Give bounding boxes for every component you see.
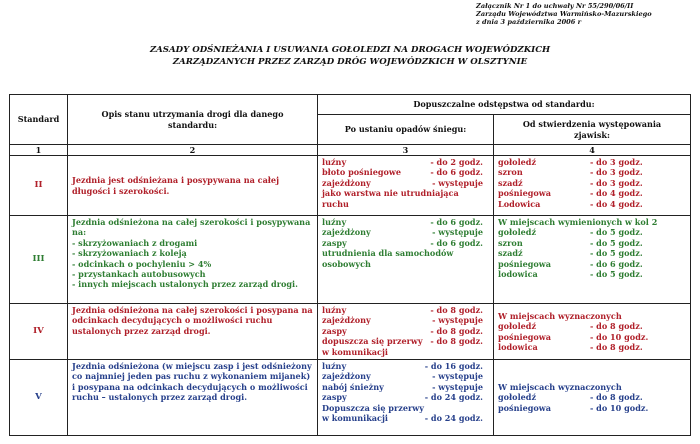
time-limit: - do 8 godz. <box>590 392 643 403</box>
deviation-line <box>498 188 686 198</box>
time-limit: - do 6 godz. <box>430 217 483 227</box>
phenomena-deviation-cell <box>494 360 691 436</box>
condition-label: dopuszcza się przerwy w komunikacji <box>322 336 423 357</box>
opis-line: Jezdnia odśnieżona na całej szerokości i posypana na odcinkach decydujących o możliwości ruchu ustalonych przez zarząd drogi. <box>72 305 313 336</box>
deviation-line <box>498 248 686 258</box>
title-line: ZASADY ODŚNIEŻANIA I USUWANIA GOŁOLEDZI NA DROGACH WOJEWÓDZKICH <box>149 45 551 55</box>
time-limit: - do 4 godz. <box>590 198 643 209</box>
document-title <box>0 44 700 68</box>
phenomenon-label: pośniegowa <box>498 331 551 342</box>
phenomenon-label: pośniegowa <box>498 188 551 199</box>
table-row <box>10 216 691 304</box>
phenomenon-label: lodowica <box>498 269 538 280</box>
deviation-line <box>322 248 489 269</box>
opis-cell <box>68 304 318 360</box>
table-row <box>10 156 691 216</box>
phenomenon-label: szron <box>498 237 523 248</box>
deviation-line <box>322 305 489 315</box>
deviation-line <box>498 227 686 237</box>
deviation-line <box>322 413 489 423</box>
snow-deviation-cell <box>318 360 494 436</box>
phenomenon-label: szadź <box>498 248 523 259</box>
time-limit: - do 8 godz. <box>430 336 483 347</box>
col-number: 2 <box>68 145 318 156</box>
time-limit <box>483 188 489 209</box>
opis-line: - innych miejscach ustalonych przez zarząd drogi. <box>72 279 298 290</box>
time-limit: - do 5 godz. <box>590 269 643 280</box>
deviation-line <box>498 321 686 331</box>
deviation-line <box>498 259 686 269</box>
deviation-line <box>498 392 686 402</box>
condition-label: zajeżdżony <box>322 177 371 188</box>
standard-cell: V <box>10 360 68 436</box>
header-standard: Standard <box>10 95 68 145</box>
time-limit: - występuje <box>432 381 483 392</box>
opis-line: - przystankach autobusowych <box>72 269 206 280</box>
condition-label: zaspy <box>322 237 347 248</box>
deviation-line <box>322 217 489 227</box>
opis-cell <box>68 156 318 216</box>
deviation-line <box>498 167 686 177</box>
deviation-line <box>322 336 489 357</box>
phenomena-deviation-cell <box>494 304 691 360</box>
table-row <box>10 360 691 436</box>
phenomenon-label: gołoledź <box>498 321 537 332</box>
opis-line: Jezdnia odśnieżona (w miejscu zasp i jest odśnieżony co najmniej jeden pas ruchu z wykonaniem mijanek) <box>72 361 312 382</box>
phenomena-deviation-cell <box>494 216 691 304</box>
opis-cell <box>68 360 318 436</box>
deviation-line <box>498 157 686 167</box>
time-limit: - występuje <box>432 315 483 326</box>
deviation-line <box>498 269 686 279</box>
phenomenon-label: pośniegowa <box>498 402 551 413</box>
time-limit: - występuje <box>432 177 483 188</box>
time-limit: - do 3 godz. <box>590 157 643 167</box>
time-limit: - do 6 godz. <box>430 237 483 248</box>
deviation-line <box>322 403 489 413</box>
attachment-note <box>476 2 686 26</box>
attachment-line: z dnia 3 października 2006 r <box>476 18 582 26</box>
deviation-line <box>322 167 489 177</box>
deviation-line <box>498 332 686 342</box>
condition-label: luźny <box>322 361 347 371</box>
time-limit: - do 3 godz. <box>590 167 643 178</box>
phenomena-deviation-cell <box>494 156 691 216</box>
phenomenon-label: gołoledź <box>498 392 537 403</box>
deviation-line <box>322 392 489 402</box>
location-note: W miejscach wymienionych w kol 2 <box>498 217 658 227</box>
condition-label: jako warstwa nie utrudniająca ruchu <box>322 188 459 209</box>
deviation-line <box>322 326 489 336</box>
phenomenon-label: Lodowica <box>498 198 541 209</box>
attachment-line: Załącznik Nr 1 do uchwały Nr 55/290/06/II <box>476 2 634 10</box>
opis-line: - skrzyżowaniach z drogami <box>72 237 198 248</box>
condition-label: błoto pośniegowe <box>322 167 402 178</box>
snow-deviation-cell <box>318 304 494 360</box>
time-limit <box>483 248 489 269</box>
time-limit: - do 8 godz. <box>590 341 643 352</box>
deviation-line <box>498 342 686 352</box>
header-odstepstwa: Dopuszczalne odstępstwa od standardu: <box>318 95 691 115</box>
condition-label: utrudnienia dla samochodów osobowych <box>322 248 454 269</box>
time-limit: - do 4 godz. <box>590 188 643 199</box>
time-limit: - występuje <box>432 227 483 238</box>
condition-label: luźny <box>322 157 347 167</box>
deviation-line <box>322 227 489 237</box>
location-note: W miejscach wyznaczonych <box>498 310 622 321</box>
opis-line: Jezdnia jest odśnieżana i posypywana na całej długości i szerokości. <box>72 175 279 196</box>
phenomenon-label: szadź <box>498 177 523 188</box>
condition-label: zajeżdżony <box>322 315 371 326</box>
condition-label: zaspy <box>322 325 347 336</box>
condition-label: Dopuszcza się przerwy <box>322 402 424 413</box>
phenomenon-label: szron <box>498 167 523 178</box>
phenomenon-label: gołoledź <box>498 227 537 238</box>
deviation-line <box>498 178 686 188</box>
condition-label: w komunikacji <box>322 413 388 424</box>
col-number: 3 <box>318 145 494 156</box>
standards-table <box>9 94 691 436</box>
time-limit: - do 8 godz. <box>430 325 483 336</box>
opis-line: i posypana na odcinkach decydujących o możliwości ruchu – ustalonych przez zarząd drogi. <box>72 381 308 403</box>
time-limit: - do 24 godz. <box>424 392 483 403</box>
header-od-stwierdzenia: Od stwierdzenia występowania zjawisk: <box>494 115 691 145</box>
table-body <box>10 156 691 436</box>
phenomenon-label: lodowica <box>498 341 538 352</box>
time-limit <box>424 403 489 413</box>
opis-line: Jezdnia odśnieżona na całej szerokości i posypywana na: <box>72 217 311 238</box>
header-opis: Opis stanu utrzymania drogi dla danego standardu: <box>68 95 318 145</box>
condition-label: luźny <box>322 217 347 227</box>
time-limit: - do 5 godz. <box>590 248 643 259</box>
time-limit: - do 8 godz. <box>430 305 483 315</box>
time-limit: - do 10 godz. <box>590 331 649 342</box>
deviation-line <box>322 315 489 325</box>
location-note: W miejscach wyznaczonych <box>498 381 622 392</box>
time-limit: - do 2 godz. <box>430 157 483 167</box>
time-limit: - do 10 godz. <box>590 402 649 413</box>
deviation-line <box>322 178 489 188</box>
snow-deviation-cell <box>318 156 494 216</box>
title-line: ZARZĄDZANYCH PRZEZ ZARZĄD DRÓG WOJEWÓDZKICH W OLSZTYNIE <box>172 57 528 67</box>
deviation-line <box>322 361 489 371</box>
condition-label: zajeżdżony <box>322 227 371 238</box>
table-row <box>10 304 691 360</box>
deviation-line <box>498 403 686 413</box>
time-limit: - do 6 godz. <box>590 258 643 269</box>
time-limit: - występuje <box>432 371 483 382</box>
opis-cell <box>68 216 318 304</box>
deviation-line <box>322 157 489 167</box>
time-limit: - do 5 godz. <box>590 227 643 238</box>
col-number: 4 <box>494 145 691 156</box>
time-limit: - do 3 godz. <box>590 177 643 188</box>
time-limit: - do 8 godz. <box>590 321 643 332</box>
deviation-line <box>322 382 489 392</box>
condition-label: zajeżdżony <box>322 371 371 382</box>
opis-line: - odcinkach o pochyleniu > 4% <box>72 258 212 269</box>
time-limit: - do 6 godz. <box>430 167 483 178</box>
condition-label: luźny <box>322 305 347 315</box>
time-limit: - do 16 godz. <box>424 361 483 371</box>
col-number: 1 <box>10 145 68 156</box>
condition-label: nabój śnieżny <box>322 381 384 392</box>
condition-label: zaspy <box>322 392 347 403</box>
header-po-ustaniu: Po ustaniu opadów śniegu: <box>318 115 494 145</box>
attachment-line: Zarządu Województwa Warmińsko-Mazurskiego <box>476 10 652 18</box>
deviation-line <box>322 238 489 248</box>
deviation-line <box>498 199 686 209</box>
time-limit: - do 24 godz. <box>424 413 483 424</box>
phenomenon-label: gołoledź <box>498 157 537 167</box>
phenomenon-label: pośniegowa <box>498 258 551 269</box>
deviation-line <box>498 238 686 248</box>
standard-cell: III <box>10 216 68 304</box>
standard-cell: II <box>10 156 68 216</box>
deviation-line <box>322 371 489 381</box>
deviation-line <box>322 188 489 209</box>
time-limit: - do 5 godz. <box>590 237 643 248</box>
opis-line: - skrzyżowaniach z koleją <box>72 248 187 259</box>
standard-cell: IV <box>10 304 68 360</box>
snow-deviation-cell <box>318 216 494 304</box>
